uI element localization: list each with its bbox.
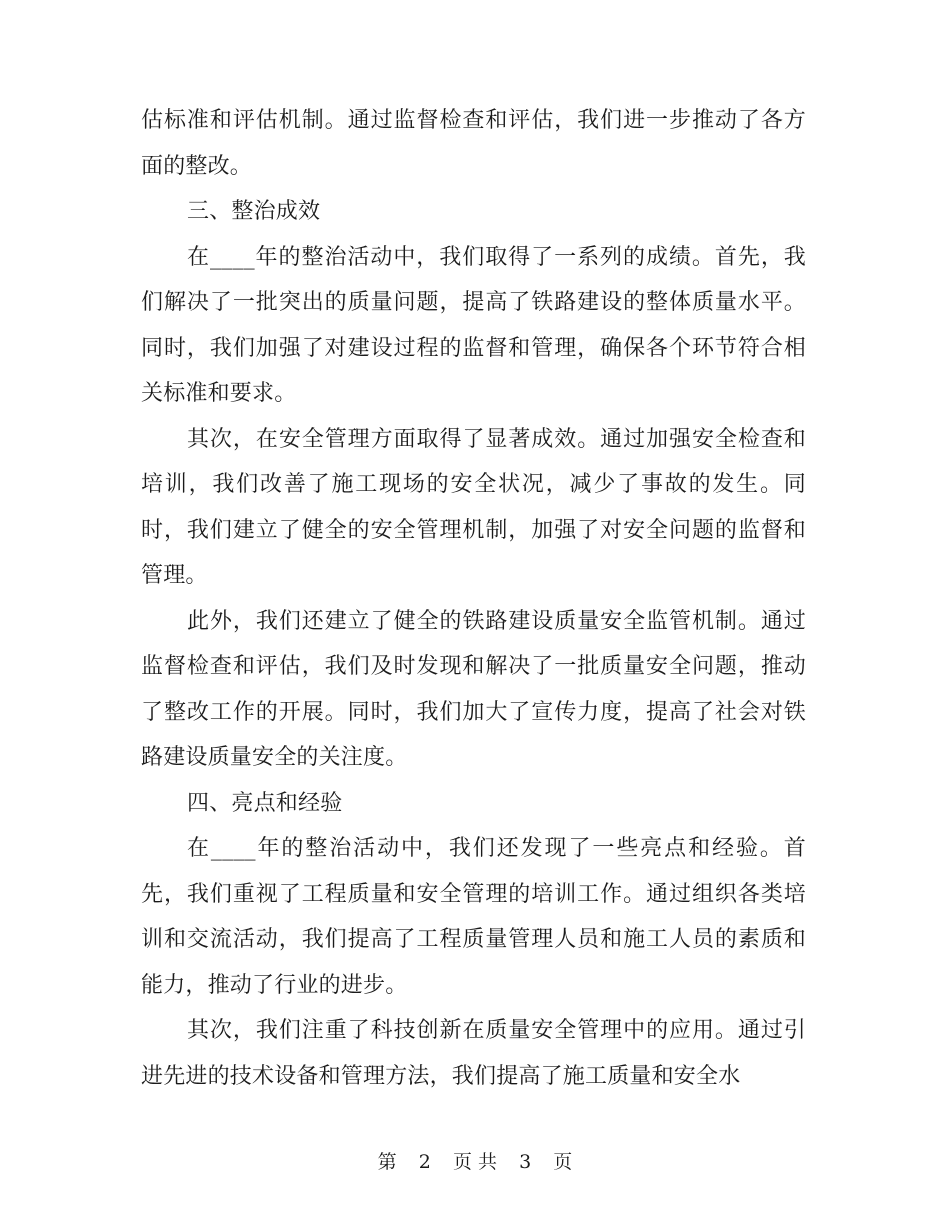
paragraph-results-overview: 在____年的整治活动中，我们取得了一系列的成绩。首先，我们解决了一批突出的质量问题，提高了铁路建设的整体质量水平。同时，我们加强了对建设过程的监督和管理，确保各个环节符合相关标准和要求。 (141, 244, 806, 406)
paragraph-continuation: 估标准和评估机制。通过监督检查和评估，我们进一步推动了各方面的整改。 (141, 108, 806, 179)
footer-prefix: 第 (377, 1151, 397, 1173)
paragraph-supervision-results: 此外，我们还建立了健全的铁路建设质量安全监管机制。通过监督检查和评估，我们及时发现和解决了一批质量安全问题，推动了整改工作的开展。同时，我们加大了宣传力度，提高了社会对铁路建设质量安全的关注度。 (141, 608, 806, 770)
section-heading-results: 三、整治成效 (187, 199, 321, 224)
section-heading-highlights: 四、亮点和经验 (187, 790, 343, 816)
paragraph-highlights-training: 在____年的整治活动中，我们还发现了一些亮点和经验。首先，我们重视了工程质量和安全管理的培训工作。通过组织各类培训和交流活动，我们提高了工程质量管理人员和施工人员的素质和能力，推动了行业的进步。 (141, 836, 806, 998)
paragraph-safety-results: 其次，在安全管理方面取得了显著成效。通过加强安全检查和培训，我们改善了施工现场的安全状况，减少了事故的发生。同时，我们建立了健全的安全管理机制，加强了对安全问题的监督和管理。 (141, 426, 806, 588)
document-body (141, 98, 806, 1099)
footer-total-pages: 3 (519, 1151, 532, 1173)
paragraph-highlights-technology: 其次，我们注重了科技创新在质量安全管理中的应用。通过引进先进的技术设备和管理方法，我们提高了施工质量和安全水 (141, 1018, 806, 1089)
footer-suffix: 页 (553, 1151, 573, 1173)
footer-page-number: 2 (418, 1151, 431, 1173)
footer-middle: 页 共 (452, 1151, 498, 1173)
page-footer (0, 1147, 950, 1174)
